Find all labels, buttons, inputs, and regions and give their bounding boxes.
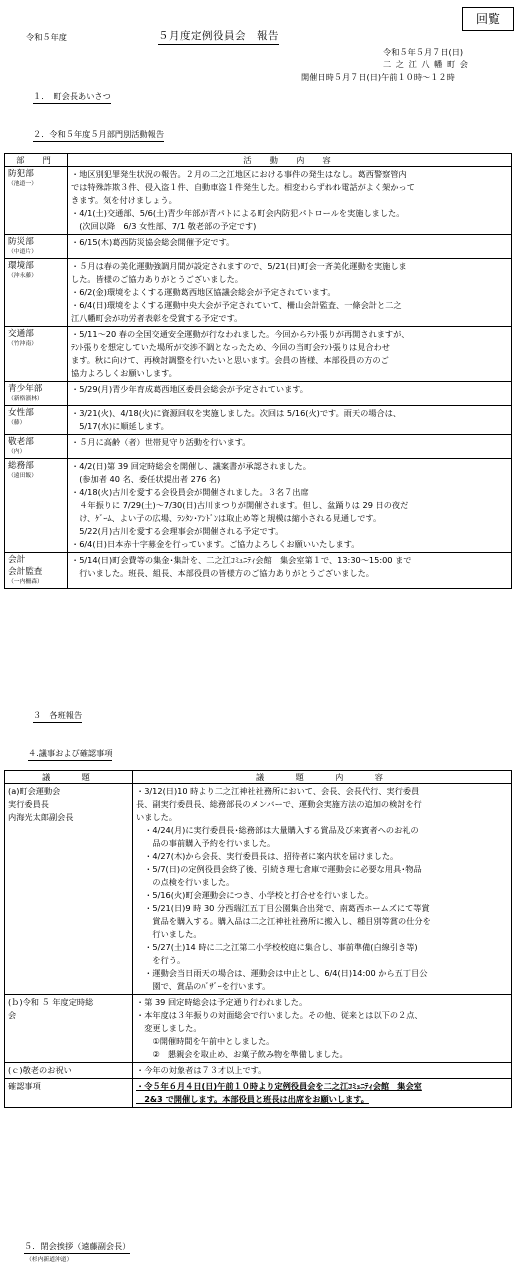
section-1-heading: １． 町会長あいさつ: [33, 90, 111, 104]
topic-content-cell: [133, 1063, 512, 1079]
topic-content-cell: [133, 1079, 512, 1108]
department-person: （遠田飯）: [8, 473, 37, 479]
activity-cell: [68, 235, 512, 259]
department-name: 会計 会計監査: [8, 555, 43, 577]
topic-content-line: 2&3 で開催します。本部役員と班長は出席をお願いします。: [136, 1094, 369, 1104]
department-cell: [5, 435, 68, 459]
activity-line: ・５月に高齢（者）世帯見守り活動を行います。: [71, 437, 251, 447]
activity-cell: [68, 435, 512, 459]
activity-line: 5/17(水)に順延します。: [71, 421, 169, 431]
activity-line: ・５月は春の美化運動強調月間が設定されますので、5/21(日)町会一斉美化運動を実施しま: [71, 261, 407, 271]
topic-content-line: ・今年の対象者は７３才以上です。: [136, 1065, 267, 1075]
activity-line: ・地区別犯罪発生状況の報告。２月の二之江地区における事件の発生はなし。葛西警察管内: [71, 169, 407, 179]
activity-line: (参加者 40 名、委任状提出者 276 名): [71, 474, 221, 484]
activity-cell: [68, 459, 512, 553]
report-date: 令和５年５月７日(日): [383, 47, 464, 57]
department-cell: [5, 259, 68, 327]
activity-line: した。皆様のご協力ありがとうございました。: [71, 274, 243, 284]
table-row: [5, 435, 512, 459]
table-header-row: [5, 154, 512, 167]
department-person: （中道片）: [8, 249, 37, 255]
topic-content-line: 賞品を購入する。購入品は二之江神社社務所に搬入し、種目別等賞の仕分を: [136, 916, 431, 926]
table-row: [5, 784, 512, 995]
topic-content-line: ・5/16(火)町会運動会につき、小学校と打合せを行いました。: [136, 890, 374, 900]
department-person: （内）: [8, 449, 26, 455]
section-2-heading: ２．令和５年度５月部門別活動報告: [33, 128, 164, 142]
activity-line: ・5/29(月)青少年育成葛西地区委員会総会が予定されています。: [71, 384, 308, 394]
topic-content-line: ・運動会当日雨天の場合は、運動会は中止とし、6/4(日)14:00 から五丁目公: [136, 968, 428, 978]
department-name: 防犯部: [8, 169, 34, 179]
topic-cell: [5, 784, 133, 995]
topic-line: 内海光太郎副会長: [8, 812, 74, 822]
agenda-table: [4, 770, 512, 1108]
department-cell: [5, 235, 68, 259]
circulation-stamp: 回覧: [462, 7, 514, 31]
meeting-time: 開催日時５月７日(日)午前１０時～１２時: [301, 72, 455, 82]
activity-cell: [68, 327, 512, 382]
activity-line: ・6/15(木)葛西防災協会総会開催予定です。: [71, 237, 235, 247]
header-topic: 議 題: [5, 771, 133, 784]
department-person: （一内柵森）: [8, 579, 43, 585]
table-row: [5, 235, 512, 259]
activity-line: ・4/1(土)交通部、5/6(土)青少年部が青パトによる町会内防犯パトロールを実施しました。: [71, 208, 405, 218]
topic-content-line: ・第 39 回定時総会は予定通り行われました。: [136, 997, 308, 1007]
activity-line: きます。気を付けましょう。: [71, 195, 177, 205]
table-row: [5, 995, 512, 1063]
department-cell: [5, 167, 68, 235]
activity-line: ます。秋に向けて、再検討調整を行いたいと思います。会員の皆様、本部役員の方のご: [71, 355, 389, 365]
section-4-heading: ４.議事および確認事項: [28, 747, 112, 761]
department-name: 総務部: [8, 461, 34, 471]
table-row: [5, 553, 512, 589]
section-5-person: （杉内新道沖道）: [26, 1257, 73, 1263]
header-topic-content: 議 題 内 容: [133, 771, 512, 784]
topic-content-line: ・5/21(日)9 時 30 分西瑞江五丁目公園集合出発で、南葛西ホームズにて等賞: [136, 903, 430, 913]
department-name: 敬老部: [8, 437, 34, 447]
topic-content-line: ・本年度は３年振りの対面総会で行いました。その他、従来とは以下の２点、: [136, 1010, 423, 1020]
topic-content-line: ② 懇親会を取止め、お菓子飲み物を準備しました。: [136, 1049, 348, 1059]
activity-line: ４年振りに 7/29(土)～7/30(日)古川まつりが開催されます。但し、盆踊りは 29 日の夜だ: [71, 500, 409, 510]
topic-content-line: ・5/7(日)の定例役員会終了後、引続き理七倉庫で運動会に必要な用具･物品: [136, 864, 422, 874]
activity-line: け、ｹﾞｰﾑ、よい子の広場、ﾗﾝﾀﾝ･ｱﾝﾄﾞﾝは取止め等と規模は縮小される見通しです。: [71, 513, 382, 523]
activity-line: 5/22(月)古川を愛する会理事会が開催される予定です。: [71, 526, 284, 536]
topic-content-line: いました。: [136, 812, 177, 822]
header-activity: 活 動 内 容: [68, 154, 512, 167]
topic-content-line: 行いました。: [136, 929, 202, 939]
topic-content-cell: [133, 995, 512, 1063]
topic-content-line: ・3/12(日)10 時より二之江神社社務所において、会長、会長代行、実行委員: [136, 786, 420, 796]
activity-cell: [68, 406, 512, 435]
topic-content-line: ・令５年６月４日(日)午前１０時より定例役員会を二之江ｺﾐｭﾆﾃｨ会館 集会室: [136, 1081, 422, 1091]
activity-cell: [68, 167, 512, 235]
activity-line: 江八幡町会が功労者表彰を受賞する予定です。: [71, 313, 243, 323]
table-row: [5, 327, 512, 382]
organization-name: 二 之 江 八 幡 町 会: [383, 59, 469, 69]
topic-content-line: 園で、賞品のﾊﾞｻﾞｰを行います。: [136, 981, 271, 991]
department-person: （竹沖南）: [8, 341, 37, 347]
topic-content-line: 長、副実行委員長、総務部長のメンバーで、運動会実施方法の追加の検討を行: [136, 799, 422, 809]
activity-line: ・6/2(金)環境をよくする運動葛西地区協議会総会が予定されています。: [71, 287, 336, 297]
department-name: 青少年部: [8, 384, 43, 394]
table-row: [5, 459, 512, 553]
department-report-table: [4, 153, 512, 589]
department-cell: [5, 327, 68, 382]
department-name: 環境部: [8, 261, 34, 271]
topic-line: (ｃ)敬老のお祝い: [8, 1065, 72, 1075]
page-title: ５月度定例役員会 報告: [158, 28, 279, 45]
topic-line: 確認事項: [8, 1081, 41, 1091]
department-person: （池道一）: [8, 181, 37, 187]
topic-line: 実行委員長: [8, 799, 49, 809]
topic-content-line: ・4/24(月)に実行委員長･総務部は大量購入する賞品及び来賓者へのお礼の: [136, 825, 419, 835]
topic-content-line: 変更しました。: [136, 1023, 202, 1033]
section-3-heading: ３ 各班報告: [33, 709, 82, 723]
topic-cell: [5, 1063, 133, 1079]
activity-line: ・5/11～20 春の全国交通安全運動が行なわれました。今回からﾃﾝﾄ張りが再開されますが、: [71, 329, 410, 339]
table-row: [5, 382, 512, 406]
activity-line: ・4/2(日)第 39 回定時総会を開催し、議案書が承認されました。: [71, 461, 311, 471]
table-row: [5, 1079, 512, 1108]
activity-line: では特殊詐欺３件、侵入盗１件、自動車盗１件発生した。相変わらずｵﾚｵﾚ電話がよく架かって: [71, 182, 415, 192]
activity-line: 協力よろしくお願いします。: [71, 368, 177, 378]
department-name: 防災部: [8, 237, 34, 247]
topic-cell: [5, 995, 133, 1063]
activity-line: ・4/18(火)古川を愛する会役員会が開催されました。３名７出席: [71, 487, 309, 497]
topic-line: 会: [8, 1010, 17, 1020]
fiscal-year: 令和５年度: [26, 32, 67, 42]
topic-content-line: ・4/27(木)から会長、実行委員長は、招待者に案内状を届けました。: [136, 851, 399, 861]
table-row: [5, 1063, 512, 1079]
activity-line: ・3/21(火)、4/18(火)に資源回収を実施しました。次回は 5/16(火)です。雨天の場合は、: [71, 408, 402, 418]
topic-line: (ｂ)令和 ５ 年度定時総: [8, 997, 94, 1007]
topic-content-cell: [133, 784, 512, 995]
section-5-heading: ５．閉会挨拶（遠藤副会長）: [24, 1240, 130, 1254]
activity-line: ・6/4(日)環境をよくする運動中央大会が予定されていて、柵山会計監査、一條会計と二之: [71, 300, 402, 310]
topic-content-line: を行う。: [136, 955, 186, 965]
department-cell: [5, 382, 68, 406]
header-department: 部 門: [5, 154, 68, 167]
activity-cell: [68, 259, 512, 327]
topic-content-line: 品の事前購入予約を行いました。: [136, 838, 276, 848]
topic-content-line: ①開催時間を午前中としました。: [136, 1036, 275, 1046]
topic-line: (a)町会運動会: [8, 786, 61, 796]
table-header-row: [5, 771, 512, 784]
department-cell: [5, 553, 68, 589]
department-cell: [5, 459, 68, 553]
activity-line: 行いました。班長、組長、本部役員の皆様方のご協力ありがとうございました。: [71, 568, 374, 578]
topic-cell: [5, 1079, 133, 1108]
activity-line: ・5/14(日)町会費等の集金･集計を、二之江ｺﾐｭﾆﾃｨ会館 集会室第１で、13:30～15:00 まで: [71, 555, 412, 565]
department-person: （沖永藤）: [8, 273, 37, 279]
activity-line: ﾃﾝﾄ張りを想定していた場所が交渉不調となったため、今回の当町会ﾃﾝﾄ張りは見合わせ: [71, 342, 390, 352]
table-row: [5, 167, 512, 235]
table-row: [5, 259, 512, 327]
department-person: （藤）: [8, 420, 26, 426]
topic-content-line: の点検を行いました。: [136, 877, 235, 887]
department-name: 女性部: [8, 408, 34, 418]
department-cell: [5, 406, 68, 435]
activity-line: ・6/4(日)日本赤十字募金を行っています。ご協力よろしくお願いいたします。: [71, 539, 360, 549]
activity-line: (次回以降 6/3 女性部、7/1 敬老部の予定です): [71, 221, 257, 231]
activity-cell: [68, 382, 512, 406]
department-person: （新格濱林）: [8, 396, 43, 402]
activity-cell: [68, 553, 512, 589]
table-row: [5, 406, 512, 435]
department-name: 交通部: [8, 329, 34, 339]
topic-content-line: ・5/27(土)14 時に二之江第二小学校校庭に集合し、事前準備(白線引き等): [136, 942, 418, 952]
